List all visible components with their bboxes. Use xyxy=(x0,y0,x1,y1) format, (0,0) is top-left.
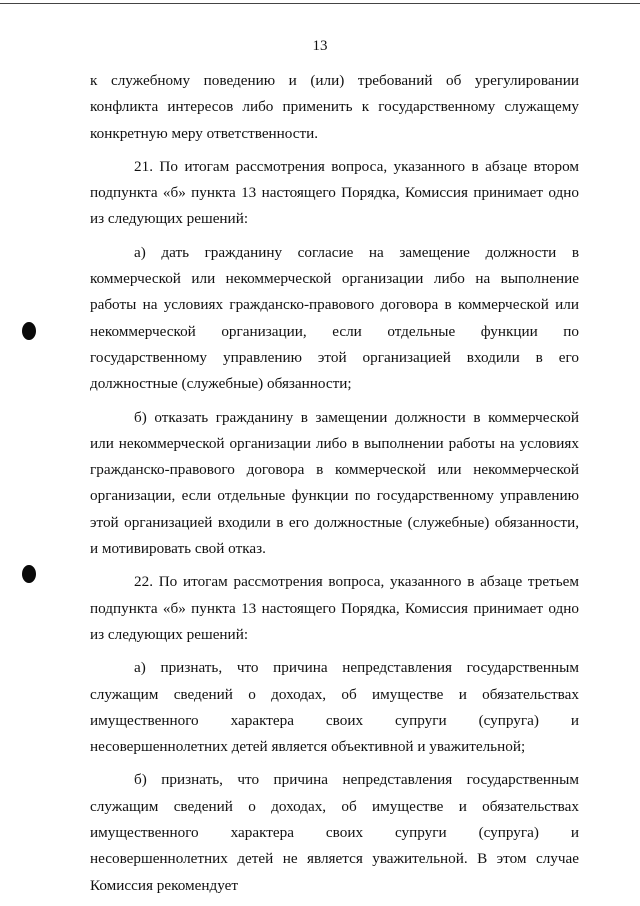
paragraph-item-21b: б) отказать гражданину в замещении должности в коммерческой или некоммерческой организации либо в выполнении работы на условиях гражданско-правового договора в коммерческой или некоммерческой организации, если отдельные функции по государственному управлению этой организацией входили в его должностные (служебные) обязанности, и мотивировать свой отказ. xyxy=(90,408,579,558)
scan-top-edge-line xyxy=(0,3,640,4)
page-number: 13 xyxy=(312,38,328,54)
binder-hole-mark xyxy=(22,565,36,583)
binder-hole-mark xyxy=(22,322,36,340)
paragraph-continuation: к служебному поведению и (или) требований об урегулировании конфликта интересов либо применить к государственному служащему конкретную меру ответственности. xyxy=(90,72,579,142)
paragraph-item-22b: б) признать, что причина непредставления государственным служащим сведений о доходах, об имуществе и обязательствах имущественного характера своих супруги (супруга) и несовершеннолетних детей не является уважительной. В этом случае Комиссия рекомендует xyxy=(90,771,579,894)
paragraph-item-21: 21. По итогам рассмотрения вопроса, указанного в абзаце втором подпункта «б» пункта 13 настоящего Порядка, Комиссия принимает одно из следующих решений: xyxy=(90,157,579,228)
paragraph-item-21a: а) дать гражданину согласие на замещение должности в коммерческой или некоммерческой организации либо на выполнение работы на условиях гражданско-правового договора в коммерческой или некоммерческой организации, если отдельные функции по государственному управлению этой организацией входили в его должностные (служебные) обязанности; xyxy=(90,243,579,393)
paragraph-item-22a: а) признать, что причина непредставления государственным служащим сведений о доходах, об имуществе и обязательствах имущественного характера своих супруги (супруга) и несовершеннолетних детей является объективной и уважительной; xyxy=(90,659,579,756)
paragraph-item-22: 22. По итогам рассмотрения вопроса, указанного в абзаце третьем подпункта «б» пункта 13 настоящего Порядка, Комиссия принимает одно из следующих решений: xyxy=(90,573,579,643)
document-body xyxy=(90,68,579,906)
